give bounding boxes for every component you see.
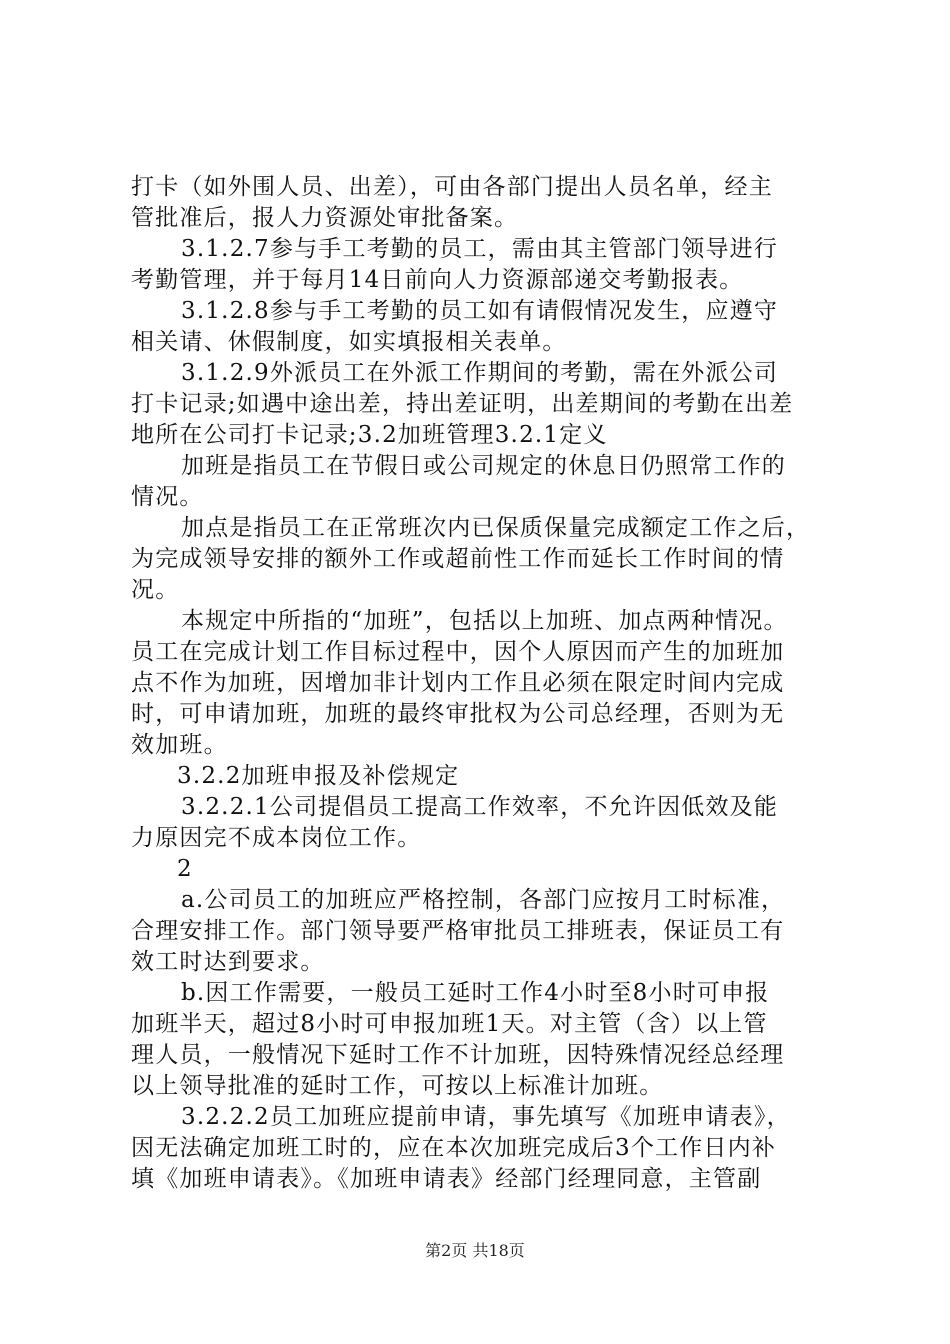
text-line: 填《加班申请表》。《加班申请表》经部门经理同意，主管副 (131, 1166, 762, 1192)
text-line: 地所在公司打卡记录;3.2加班管理3.2.1定义 (131, 422, 608, 448)
stray-number: 2 (177, 856, 193, 882)
paragraph-extra-hours-definition: 加点是指员工在正常班次内已保质保量完成额定工作之后， (181, 515, 811, 541)
text-line: 以上领导批准的延时工作，可按以上标准计加班。 (131, 1073, 664, 1099)
text-line: 打卡（如外围人员、出差），可由各部门提出人员名单，经主 (131, 174, 773, 200)
text-line: 管批准后，报人力资源处审批备案。 (131, 205, 519, 231)
text-line: 点不作为加班，因增加非计划内工作且必须在限定时间内完成 (131, 670, 785, 696)
text-line: 员工在完成计划工作目标过程中，因个人原因而产生的加班加 (131, 639, 785, 665)
text-line: 加班半天，超过8小时可申报加班1天。对主管（含）以上管 (131, 1011, 768, 1037)
text-line: 为完成领导安排的额外工作或超前性工作而延长工作时间的情 (131, 546, 785, 572)
paragraph-item-b: b.因工作需要，一般员工延时工作4小时至8小时可申报 (181, 980, 770, 1006)
paragraph-item-a: a.公司员工的加班应严格控制，各部门应按月工时标准， (181, 887, 786, 913)
text-line: 时，可申请加班，加班的最终审批权为公司总经理，否则为无 (131, 701, 785, 727)
text-line: 效工时达到要求。 (131, 949, 325, 975)
section-heading-3-2-2: 3.2.2加班申报及补偿规定 (177, 763, 460, 789)
paragraph-3-2-2-1: 3.2.2.1公司提倡员工提高工作效率，不允许因低效及能 (181, 794, 779, 820)
paragraph-overtime-definition: 加班是指员工在节假日或公司规定的休息日仍照常工作的 (181, 453, 786, 479)
paragraph-3-1-2-7: 3.1.2.7参与手工考勤的员工，需由其主管部门领导进行 (181, 236, 779, 262)
page-footer (0, 1241, 950, 1261)
text-line: 况。 (131, 577, 180, 603)
text-line: 考勤管理，并于每月14日前向人力资源部递交考勤报表。 (131, 267, 744, 293)
page-number-label: 第2页 共18页 (425, 1241, 525, 1260)
text-line: 打卡记录;如遇中途出差，持出差证明，出差期间的考勤在出差 (131, 391, 794, 417)
paragraph-3-1-2-9: 3.1.2.9外派员工在外派工作期间的考勤，需在外派公司 (181, 360, 779, 386)
text-line: 效加班。 (131, 732, 228, 758)
text-line: 合理安排工作。部门领导要严格审批员工排班表，保证员工有 (131, 918, 785, 944)
document-body (131, 172, 831, 1195)
paragraph-3-1-2-8: 3.1.2.8参与手工考勤的员工如有请假情况发生，应遵守 (181, 298, 779, 324)
paragraph-3-2-2-2: 3.2.2.2员工加班应提前申请，事先填写《加班申请表》， (181, 1104, 791, 1130)
text-line: 理人员，一般情况下延时工作不计加班，因特殊情况经总经理 (131, 1042, 785, 1068)
paragraph-overtime-scope: 本规定中所指的“加班”，包括以上加班、加点两种情况。 (181, 608, 788, 634)
text-line: 情况。 (131, 484, 204, 510)
text-line: 力原因完不成本岗位工作。 (131, 825, 422, 851)
text-line: 因无法确定加班工时的，应在本次加班完成后3个工作日内补 (131, 1135, 777, 1161)
text-line: 相关请、休假制度，如实填报相关表单。 (131, 329, 567, 355)
